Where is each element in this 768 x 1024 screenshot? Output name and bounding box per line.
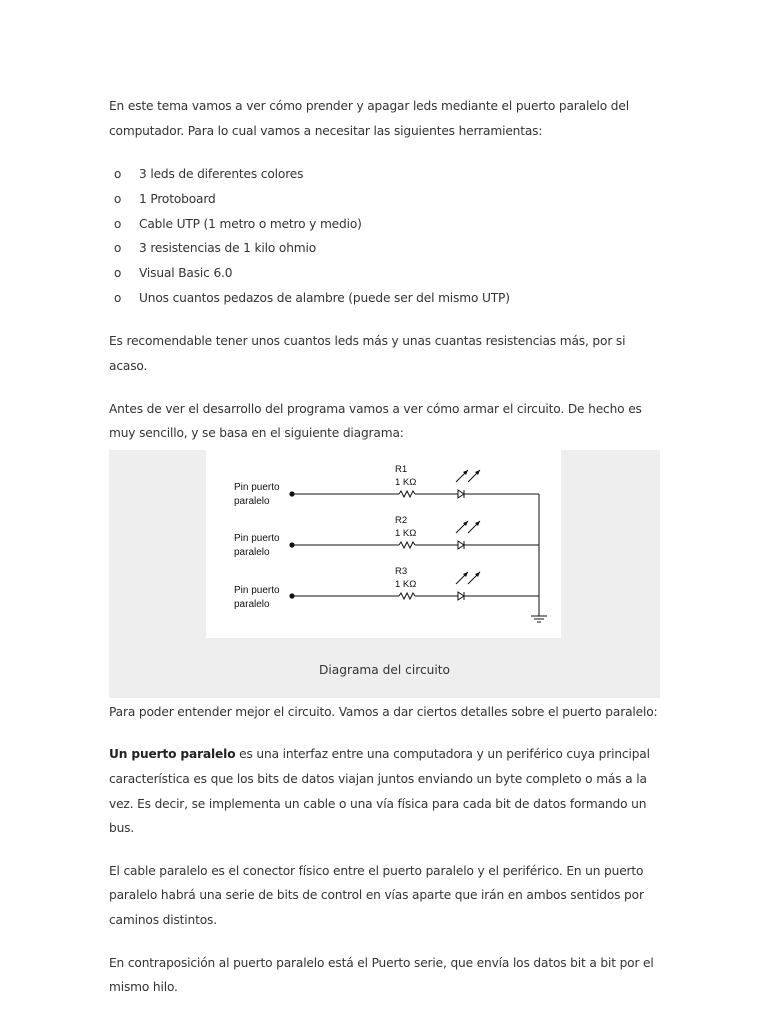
led-symbol (458, 541, 464, 549)
definition-paragraph (109, 742, 659, 840)
circuit-diagram (206, 450, 561, 638)
pin-label: paralelo (234, 495, 270, 507)
recommendation-paragraph: Es recomendable tener unos cuantos leds más y unas cuantas resistencias más, por si acaso. (109, 334, 626, 373)
list-item: o 3 leds de diferentes colores (109, 162, 659, 187)
pin-label: Pin puerto (234, 532, 280, 544)
resistor-name: R1 (395, 463, 408, 475)
definition-text: es una interfaz entre una computadora y un periférico cuya principal característica es que los bits de datos viajan juntos enviando un byte completo o más a la vez. Es decir, se implementa un cable o una vía física para cada bit de datos formando un bus. (109, 747, 650, 836)
resistor-value: 1 KΩ (395, 476, 417, 488)
resistor-value: 1 KΩ (395, 527, 417, 539)
resistor-symbol (399, 542, 415, 548)
led-symbol (458, 592, 464, 600)
resistor-symbol (399, 593, 415, 599)
bullet-icon: o (114, 241, 122, 256)
resistor-value: 1 KΩ (395, 578, 417, 590)
list-item: o 3 resistencias de 1 kilo ohmio (109, 236, 659, 261)
pin-label: paralelo (234, 598, 270, 610)
before-diagram-paragraph: Antes de ver el desarrollo del programa vamos a ver cómo armar el circuito. De hecho es muy sencillo, y se basa en el siguiente diagrama: (109, 401, 642, 441)
circuit-diagram-svg (206, 450, 561, 638)
pin-label: paralelo (234, 546, 270, 558)
details-intro-paragraph: Para poder entender mejor el circuito. Vamos a dar ciertos detalles sobre el puerto paralelo: (109, 704, 658, 719)
pin-label: Pin puerto (234, 584, 280, 596)
resistor-name: R2 (395, 514, 408, 526)
bullet-icon: o (114, 266, 122, 280)
contrast-paragraph: En contraposición al puerto paralelo está el Puerto serie, que envía los datos bit a bit por el mismo hilo. (109, 955, 654, 995)
article-body (109, 94, 659, 1000)
definition-term: Un puerto paralelo (109, 747, 236, 762)
circuit-figure (109, 450, 660, 698)
list-item: o Unos cuantos pedazos de alambre (puede ser del mismo UTP) (109, 286, 659, 311)
bullet-icon: o (114, 167, 122, 182)
tools-list (109, 162, 659, 310)
circuit-row-3 (234, 566, 539, 610)
pin-label: Pin puerto (234, 481, 280, 493)
figure-caption: Diagrama del circuito (318, 662, 451, 677)
bullet-icon: o (114, 216, 122, 231)
circuit-row-1 (234, 464, 539, 507)
circuit-row-2 (234, 515, 539, 558)
resistor-symbol (399, 491, 415, 497)
intro-paragraph: En este tema vamos a ver cómo prender y apagar leds mediante el puerto paralelo del computador. Para lo cual vamos a necesitar las siguientes herramientas: (109, 99, 629, 138)
list-item: o Cable UTP (1 metro o metro y medio) (109, 212, 659, 237)
list-item: o Visual Basic 6.0 (109, 261, 659, 286)
resistor-name: R3 (395, 565, 408, 577)
led-symbol (458, 490, 464, 498)
bullet-icon: o (114, 191, 122, 206)
cable-paragraph: El cable paralelo es el conector físico entre el puerto paralelo y el periférico. En un puerto paralelo habrá una serie de bits de control en vías aparte que irán en ambos sentidos por caminos distintos. (109, 863, 644, 927)
list-item: o 1 Protoboard (109, 187, 659, 212)
bullet-icon: o (114, 290, 122, 305)
